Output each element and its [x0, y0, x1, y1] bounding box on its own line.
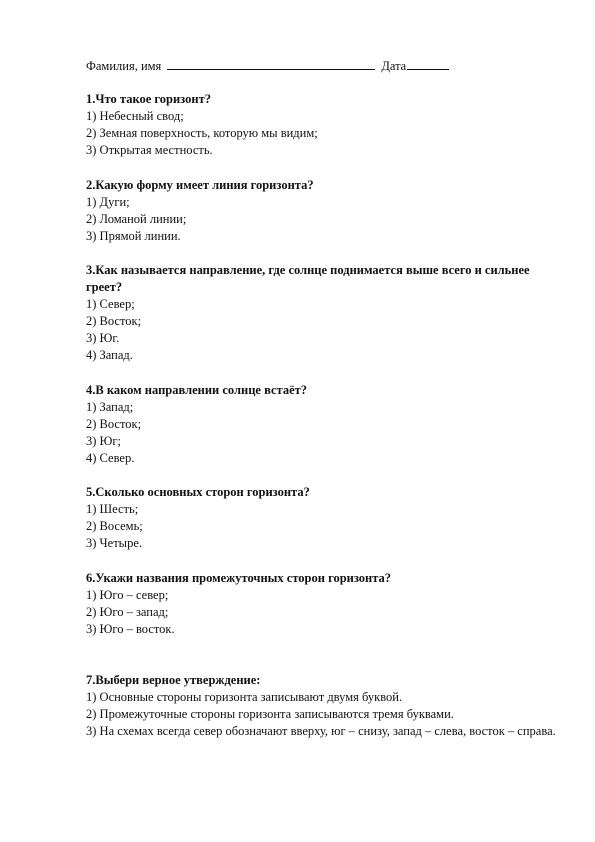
question-title: 1.Что такое горизонт? [86, 92, 211, 106]
answer-option: 3) На схемах всегда север обозначают вверху, юг – снизу, запад – слева, восток – справа. [86, 724, 556, 738]
answer-option: 3) Четыре. [86, 536, 142, 550]
question-title: 4.В каком направлении солнце встаёт? [86, 383, 308, 397]
question-title: 2.Какую форму имеет линия горизонта? [86, 178, 314, 192]
name-label: Фамилия, имя [86, 59, 162, 73]
answer-option: 1) Дуги; [86, 195, 130, 209]
answer-option: 1) Юго – север; [86, 588, 169, 602]
question-3 [86, 262, 556, 364]
date-label: Дата [381, 59, 407, 73]
answer-option: 2) Восток; [86, 314, 142, 328]
answer-option: 1) Небесный свод; [86, 109, 184, 123]
answer-option: 3) Юго – восток. [86, 622, 175, 636]
answer-option: 3) Прямой линии. [86, 229, 181, 243]
answer-option: 1) Шесть; [86, 502, 139, 516]
answer-option: 2) Юго – запад; [86, 605, 169, 619]
answer-option: 2) Ломаной линии; [86, 212, 187, 226]
answer-option: 2) Восемь; [86, 519, 143, 533]
question-5 [86, 484, 556, 552]
answer-option: 4) Запад. [86, 348, 133, 362]
question-6 [86, 570, 556, 638]
answer-option: 1) Запад; [86, 400, 134, 414]
question-4 [86, 382, 556, 467]
question-2 [86, 177, 556, 245]
answer-option: 1) Север; [86, 297, 135, 311]
question-1 [86, 91, 556, 159]
question-title: 3.Как называется направление, где солнце поднимается выше всего и сильнее греет? [86, 263, 530, 294]
answer-option: 3) Юг; [86, 434, 121, 448]
answer-option: 2) Промежуточные стороны горизонта записываются тремя буквами. [86, 707, 454, 721]
answer-option: 3) Открытая местность. [86, 143, 213, 157]
question-title: 7.Выбери верное утверждение: [86, 673, 261, 687]
question-title: 6.Укажи названия промежуточных сторон горизонта? [86, 571, 392, 585]
question-title: 5.Сколько основных сторон горизонта? [86, 485, 310, 499]
date-blank-line [407, 58, 449, 70]
answer-option: 2) Земная поверхность, которую мы видим; [86, 126, 318, 140]
question-7 [86, 672, 556, 740]
answer-option: 1) Основные стороны горизонта записывают двумя буквой. [86, 690, 403, 704]
name-date-header [86, 58, 466, 74]
answer-option: 2) Восток; [86, 417, 142, 431]
answer-option: 3) Юг. [86, 331, 120, 345]
name-blank-line [167, 58, 375, 70]
answer-option: 4) Север. [86, 451, 135, 465]
